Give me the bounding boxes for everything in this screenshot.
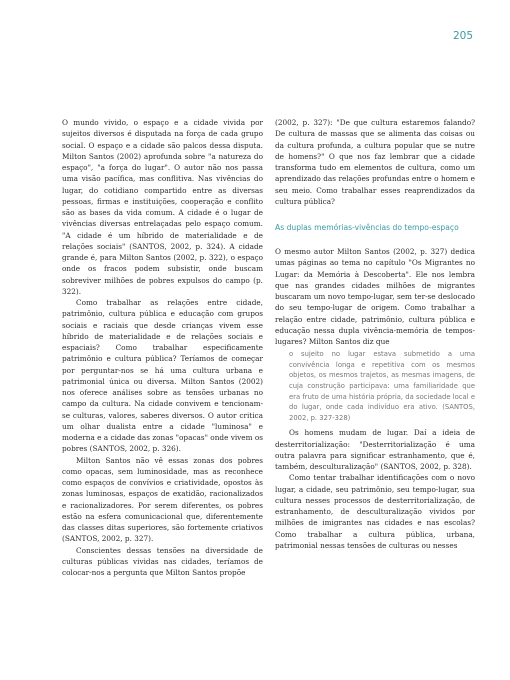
- body-paragraph: Os homens mudam de lugar. Daí a ideia de desterritorialização: "Desterritorialização é uma outra palavra para significar estranhamento, que é, também, desculturalização" (SANTOS, 2002, p. 328).: [275, 428, 475, 472]
- body-paragraph: Como trabalhar as relações entre cidade, patrimônio, cultura pública e educação com grupos sociais e raciais que desde crianças vivem esse híbrido de materialidade e de relações sociais e espaciais? Como trabalhar especificamente patrimônio e cultura pública? Teríamos de começar por perguntar-nos se há uma cultura urbana e patrimonial única ou diversa. Milton Santos (2002) nos oferece análises sobre as tensões urbanas no campo da cultura. Na cidade convivem e tencionam-se culturas, valores, saberes diversos. O autor critica um olhar dualista entre a cidade "luminosa" e moderna e a cidade das zonas "opacas" onde vivem os pobres (SANTOS, 2002, p. 326).: [62, 298, 263, 454]
- body-paragraph: O mesmo autor Milton Santos (2002, p. 327) dedica umas páginas ao tema no capítulo "Os Migrantes no Lugar: da Memória à Descoberta". Ele nos lembra que nas grandes cidades milhões de migrantes buscaram um novo tempo-lugar, sem ter-se deslocado do seu tempo-lugar de origem. Como trabalhar a relação entre cidade, patrimônio, cultura pública e educação nessa dupla vivência-memória de tempos-lugares? Milton Santos diz que: [275, 247, 475, 346]
- right-column: [275, 117, 475, 551]
- body-paragraph: (2002, p. 327): "De que cultura estaremos falando? De cultura de massas que se alimenta das coisas ou da cultura profunda, a cultura popular que se nutre de homens?" O que nos faz lembrar que a cidade transforma tudo em elementos de cultura, como um aprendizado das relações profundas entre o homem e seu meio. Como trabalhar esses reaprendizados da cultura pública?: [275, 118, 475, 206]
- page-number: 205: [452, 30, 473, 42]
- body-paragraph: Conscientes dessas tensões na diversidade de culturas públicas vividas nas cidades, teríamos de colocar-nos a pergunta que Milton Santos propõe: [62, 545, 263, 577]
- body-paragraph: Milton Santos não vê essas zonas dos pobres como opacas, sem luminosidade, mas as reconhece como espaços de convívios e criatividade, opostos às zonas luminosas, espaços de exatidão, racionalizados e racionalizadores. Por serem diferentes, os pobres estão na esfera comunicacional que, diferentemente das classes ditas superiores, são fortemente criativos (SANTOS, 2002, p. 327).: [62, 455, 263, 544]
- left-column: [62, 117, 263, 578]
- body-paragraph: Como tentar trabalhar identificações com o novo lugar, a cidade, seu patrimônio, seu tempo-lugar, sua cultura nesses processos de desterritorialização, de estranhamento, de desculturalização vividos por milhões de imigrantes nas cidades e nas escolas? Como trabalhar a cultura pública, urbana, patrimonial nessas tensões de culturas ou nesses: [275, 473, 475, 550]
- block-quote: o sujeito no lugar estava submetido a uma convivência longa e repetitiva com os mesmos objetos, os mesmos trajetos, as mesmas imagens, de cuja construção participava: uma familiaridade que era fruto de uma história própria, da sociedade local e do lugar, onde cada indivíduo era ativo. (SANTOS, 2002, p. 327-328): [289, 350, 475, 422]
- section-heading: As duplas memórias-vivências do tempo-espaço: [275, 223, 459, 232]
- body-paragraph: O mundo vivido, o espaço e a cidade vivida por sujeitos diversos é disputada na força de cada grupo social. O espaço e a cidade são palcos dessa disputa. Milton Santos (2002) aprofunda sobre "a natureza do espaço", "a força do lugar". O autor não nos passa uma visão pacífica, mas conflitiva. Nas vivências do lugar, do cotidiano compartido entre as diversas pessoas, firmas e instituições, cooperação e conflito são as bases da vida comum. A cidade é o lugar de vivências diversas entrelaçadas pelo espaço comum. "A cidade é um híbrido de materialidade e de relações sociais" (SANTOS, 2002, p. 324). A cidade grande é, para Milton Santos (2002, p. 322), o espaço onde os fracos podem subsistir, onde buscam sobreviver milhões de pobres expulsos do campo (p. 322).: [62, 118, 263, 296]
